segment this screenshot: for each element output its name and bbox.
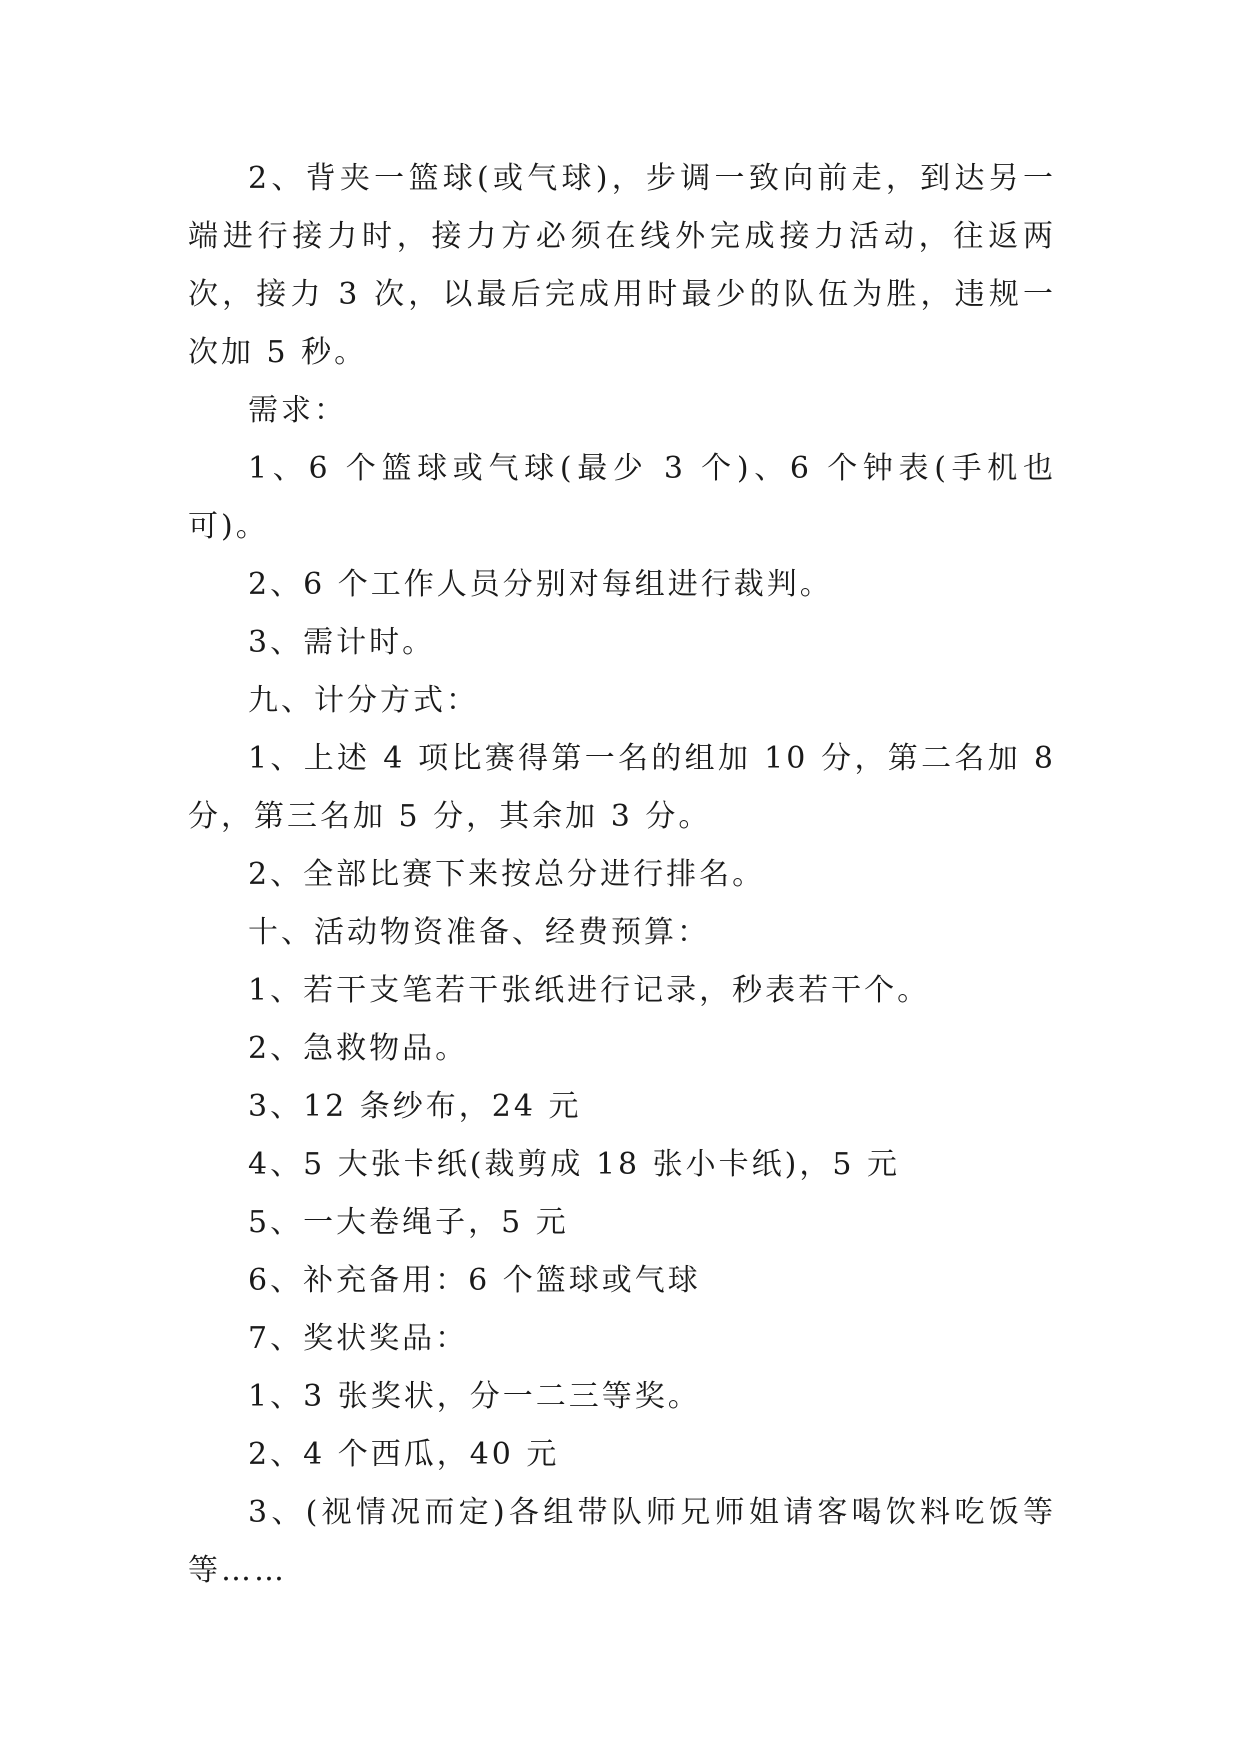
paragraph-scoring-1: 1、上述 4 项比赛得第一名的组加 10 分，第二名加 8 分，第三名加 5 分，其余加 3 分。 [188,741,1069,834]
paragraph-material-1: 1、若干支笔若干张纸进行记录，秒表若干个。 [248,973,931,1008]
document-body [188,150,1069,1600]
paragraph-material-6: 6、补充备用：6 个篮球或气球 [248,1263,701,1298]
paragraph-requirements-heading: 需求： [248,393,347,428]
paragraph-material-4: 4、5 大张卡纸(裁剪成 18 张小卡纸)，5 元 [248,1147,900,1182]
paragraph-requirement-3: 3、需计时。 [248,625,436,660]
paragraph-material-3: 3、12 条纱布，24 元 [248,1089,582,1124]
paragraph-award-2: 2、4 个西瓜，40 元 [248,1437,560,1472]
paragraph-requirement-2: 2、6 个工作人员分别对每组进行裁判。 [248,567,833,602]
paragraph-relay-rules: 2、背夹一篮球(或气球)，步调一致向前走，到达另一端进行接力时，接力方必须在线外完成接力活动，往返两次，接力 3 次，以最后完成用时最少的队伍为胜，违规一次加 5 秒。 [188,161,1056,370]
paragraph-materials-heading: 十、活动物资准备、经费预算： [248,915,710,950]
paragraph-awards-heading: 7、奖状奖品： [248,1321,469,1356]
paragraph-scoring-heading: 九、计分方式： [248,683,479,718]
paragraph-requirement-1: 1、6 个篮球或气球(最少 3 个)、6 个钟表(手机也可)。 [188,451,1056,544]
paragraph-award-1: 1、3 张奖状，分一二三等奖。 [248,1379,701,1414]
paragraph-material-2: 2、急救物品。 [248,1031,469,1066]
paragraph-scoring-2: 2、全部比赛下来按总分进行排名。 [248,857,766,892]
paragraph-material-5: 5、一大卷绳子，5 元 [248,1205,569,1240]
paragraph-award-3: 3、(视情况而定)各组带队师兄师姐请客喝饮料吃饭等等…… [188,1495,1056,1588]
